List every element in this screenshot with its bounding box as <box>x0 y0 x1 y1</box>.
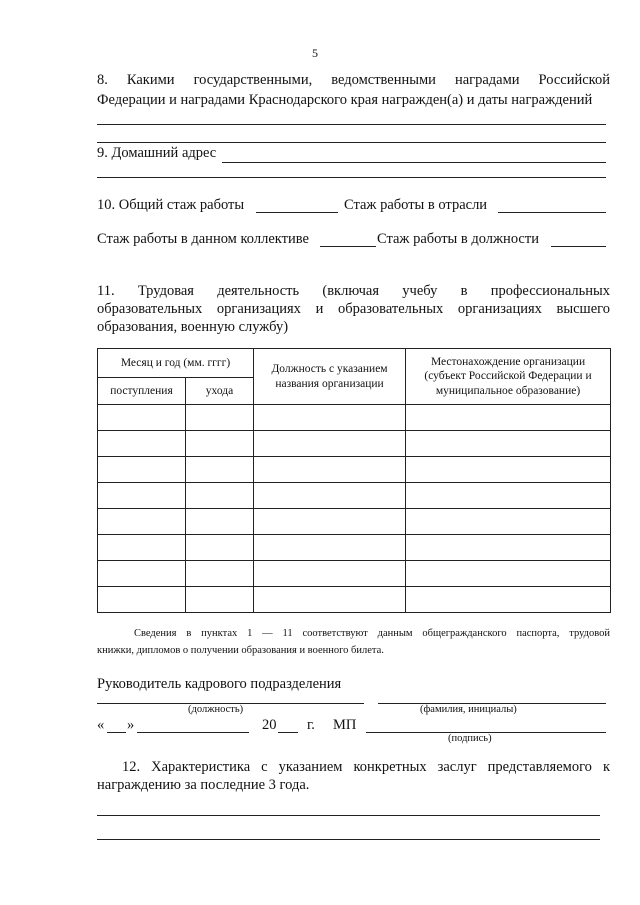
table-row <box>98 431 611 457</box>
date-quote-close: » <box>127 717 135 733</box>
table-row <box>98 561 611 587</box>
year-suffix: г. <box>307 717 315 733</box>
position-cell[interactable] <box>254 457 406 483</box>
end-date-cell[interactable] <box>186 457 254 483</box>
day-field[interactable] <box>107 732 126 733</box>
work-history-table <box>97 348 611 613</box>
home-address-field[interactable] <box>222 162 606 163</box>
total-experience-label: 10. Общий стаж работы <box>97 197 245 213</box>
end-date-cell[interactable] <box>186 405 254 431</box>
table-row <box>98 457 611 483</box>
location-cell[interactable] <box>406 535 611 561</box>
start-date-cell[interactable] <box>98 431 186 457</box>
location-cell[interactable] <box>406 405 611 431</box>
q12-answer-line-1[interactable] <box>97 815 600 816</box>
note-line1: Сведения в пунктах 1 — 11 соответствуют данным общегражданского паспорта, трудовой <box>134 628 610 639</box>
end-date-cell[interactable] <box>186 483 254 509</box>
location-cell[interactable] <box>406 509 611 535</box>
position-cell[interactable] <box>254 509 406 535</box>
home-address-field-line-2[interactable] <box>97 177 606 178</box>
collective-experience-label: Стаж работы в данном коллективе <box>97 231 309 247</box>
q12-answer-line-2[interactable] <box>97 839 600 840</box>
q12-text-line1: 12. Характеристика с указанием конкретных заслуг представляемого к <box>122 759 610 775</box>
start-date-cell[interactable] <box>98 535 186 561</box>
end-date-cell[interactable] <box>186 431 254 457</box>
location-cell[interactable] <box>406 587 611 613</box>
q11-text-line1: 11. Трудовая деятельность (включая учебу в профессиональных <box>97 283 610 299</box>
start-date-cell[interactable] <box>98 457 186 483</box>
location-cell[interactable] <box>406 457 611 483</box>
q8-text-line2: Федерации и наградами Краснодарского края награжден(а) и даты награждений <box>97 92 593 108</box>
month-field[interactable] <box>137 732 249 733</box>
note-line2: книжки, дипломов о получении образования и военного билета. <box>97 645 384 656</box>
table-row <box>98 587 611 613</box>
start-date-cell[interactable] <box>98 483 186 509</box>
table-row <box>98 483 611 509</box>
q9-label: 9. Домашний адрес <box>97 145 217 161</box>
position-cell[interactable] <box>254 405 406 431</box>
location-cell[interactable] <box>406 483 611 509</box>
table-row <box>98 509 611 535</box>
header-location: Местонахождение организации (субъект Российской Федерации и муниципальное образование) <box>406 349 611 405</box>
page-number: 5 <box>312 46 318 60</box>
location-cell[interactable] <box>406 431 611 457</box>
name-caption: (фамилия, инициалы) <box>420 704 517 715</box>
table-row <box>98 535 611 561</box>
header-start: поступления <box>98 378 186 405</box>
q11-text-line3: образования, военную службу) <box>97 319 289 335</box>
stamp-label: МП <box>333 717 357 733</box>
position-cell[interactable] <box>254 431 406 457</box>
start-date-cell[interactable] <box>98 587 186 613</box>
end-date-cell[interactable] <box>186 535 254 561</box>
start-date-cell[interactable] <box>98 405 186 431</box>
position-caption: (должность) <box>188 704 244 715</box>
q12-text-line2: награждению за последние 3 года. <box>97 777 310 793</box>
table-row <box>98 405 611 431</box>
total-experience-field[interactable] <box>256 212 338 213</box>
location-cell[interactable] <box>406 561 611 587</box>
position-experience-label: Стаж работы в должности <box>377 231 539 247</box>
header-period: Месяц и год (мм. гггг) <box>98 349 254 378</box>
end-date-cell[interactable] <box>186 561 254 587</box>
position-experience-field[interactable] <box>551 246 606 247</box>
q11-text-line2: образовательных организациях и образовательных организациях высшего <box>97 301 610 317</box>
position-cell[interactable] <box>254 535 406 561</box>
industry-experience-label: Стаж работы в отрасли <box>344 197 488 213</box>
q8-answer-line-1[interactable] <box>97 124 606 125</box>
date-quote-open: « <box>97 717 105 733</box>
q8-answer-line-2[interactable] <box>97 142 606 143</box>
position-cell[interactable] <box>254 483 406 509</box>
hr-head-label: Руководитель кадрового подразделения <box>97 676 342 692</box>
end-date-cell[interactable] <box>186 509 254 535</box>
position-cell[interactable] <box>254 587 406 613</box>
collective-experience-field[interactable] <box>320 246 376 247</box>
header-end: ухода <box>186 378 254 405</box>
industry-experience-field[interactable] <box>498 212 606 213</box>
year-field[interactable] <box>278 732 298 733</box>
end-date-cell[interactable] <box>186 587 254 613</box>
year-prefix: 20 <box>262 717 277 733</box>
position-cell[interactable] <box>254 561 406 587</box>
start-date-cell[interactable] <box>98 509 186 535</box>
start-date-cell[interactable] <box>98 561 186 587</box>
sign-caption: (подпись) <box>448 733 492 744</box>
q8-text-line1: 8. Какими государственными, ведомственными наградами Российской <box>97 72 610 88</box>
header-position: Должность с указанием названия организации <box>254 349 406 405</box>
